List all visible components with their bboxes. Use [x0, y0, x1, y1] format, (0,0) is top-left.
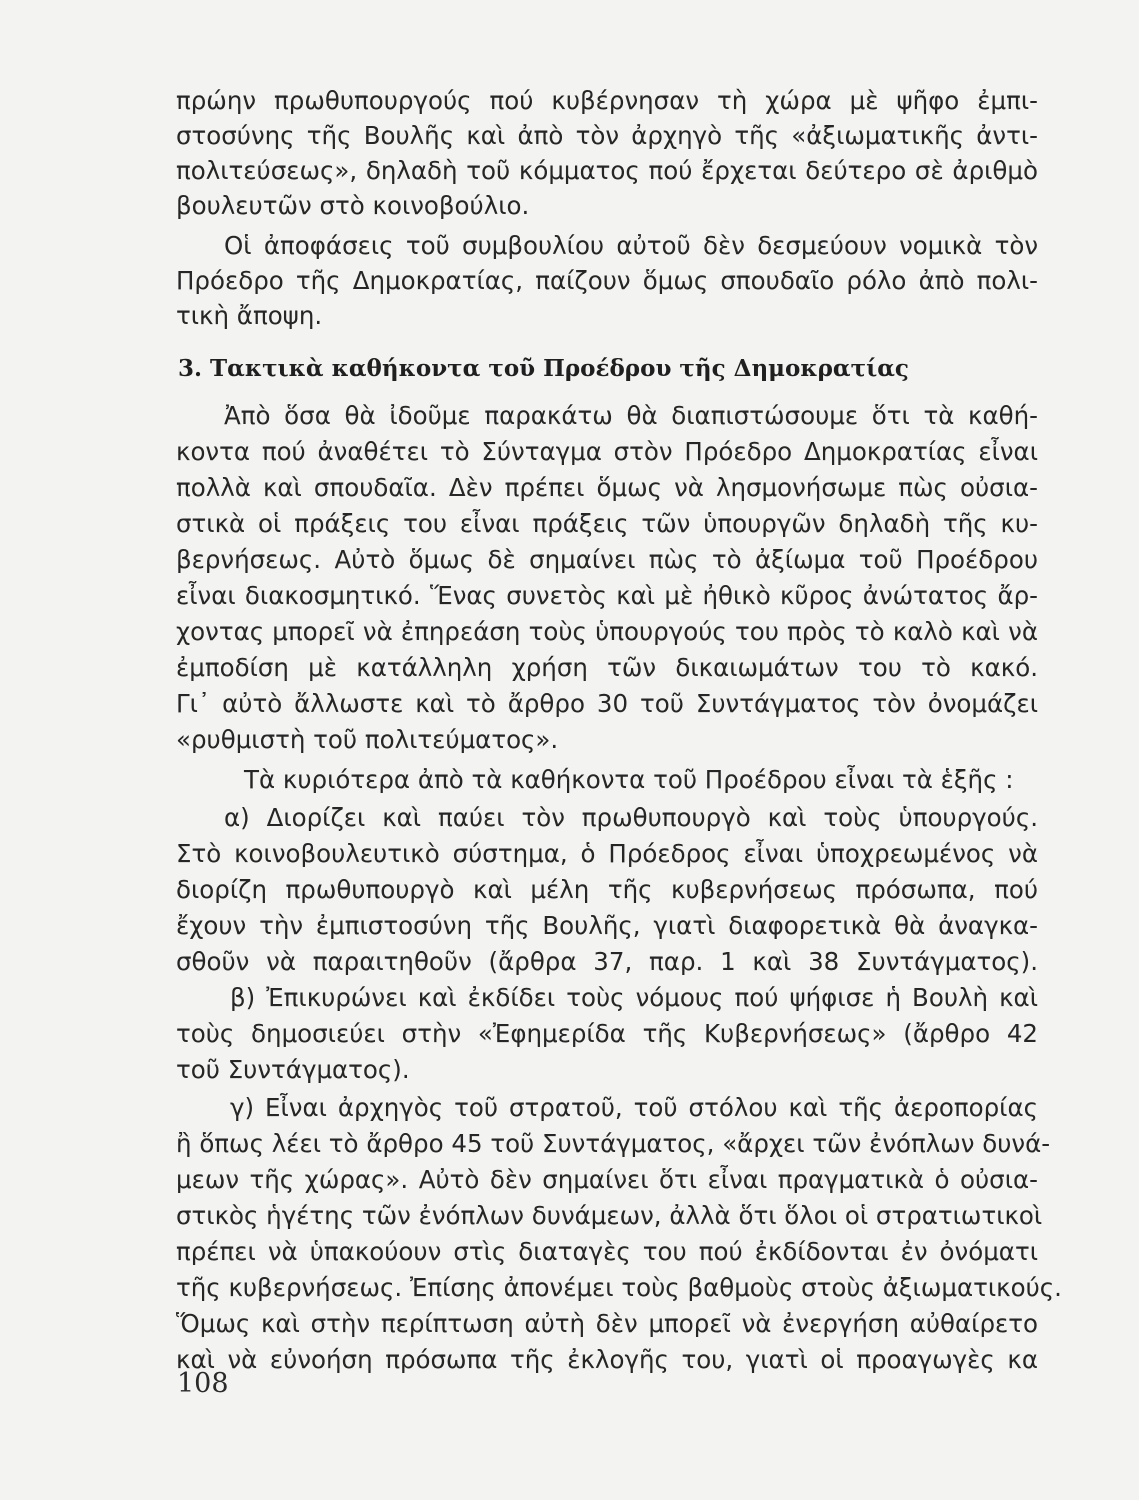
- text-line: διορίζη πρωθυπουργὸ καὶ μέλη τῆς κυβερνήσεως πρόσωπα, πού: [176, 875, 1038, 904]
- text-line: Τὰ κυριότερα ἀπὸ τὰ καθήκοντα τοῦ Προέδρου εἶναι τὰ ἑξῆς :: [244, 765, 1014, 794]
- text-line: ἐμποδίση μὲ κατάλληλη χρήση τῶν δικαιωμάτων του τὸ κακό.: [176, 653, 1038, 682]
- text-line: τῆς κυβερνήσεως. Ἐπίσης ἀπονέμει τοὺς βαθμοὺς στοὺς ἀξιωματικούς.: [176, 1273, 1062, 1302]
- text-line: βουλευτῶν στὸ κοινοβούλιο.: [176, 191, 530, 220]
- text-line: βερνήσεως. Αὐτὸ ὅμως δὲ σημαίνει πὼς τὸ ἀξίωμα τοῦ Προέδρου: [176, 545, 1038, 574]
- text-line: Στὸ κοινοβουλευτικὸ σύστημα, ὁ Πρόεδρος εἶναι ὑποχρεωμένος νὰ: [176, 839, 1038, 868]
- text-line: Πρόεδρο τῆς Δημοκρατίας, παίζουν ὅμως σπουδαῖο ρόλο ἀπὸ πολι-: [176, 266, 1038, 295]
- text-line: α) Διορίζει καὶ παύει τὸν πρωθυπουργὸ καὶ τοὺς ὑπουργούς.: [224, 803, 1038, 832]
- text-line: στικὰ οἱ πράξεις του εἶναι πράξεις τῶν ὑπουργῶν δηλαδὴ τῆς κυ-: [176, 509, 1038, 538]
- text-line: γ) Εἶναι ἀρχηγὸς τοῦ στρατοῦ, τοῦ στόλου καὶ τῆς ἀεροπορίας: [230, 1093, 1038, 1122]
- page-number: 108: [177, 1368, 229, 1399]
- text-line: στοσύνης τῆς Βουλῆς καὶ ἀπὸ τὸν ἀρχηγὸ τῆς «ἀξιωματικῆς ἀντι-: [176, 121, 1038, 150]
- text-line: Ἀπὸ ὅσα θὰ ἰδοῦμε παρακάτω θὰ διαπιστώσουμε ὅτι τὰ καθή-: [224, 401, 1038, 430]
- text-line: κοντα πού ἀναθέτει τὸ Σύνταγμα στὸν Πρόεδρο Δημοκρατίας εἶναι: [176, 437, 1038, 466]
- section-heading: 3. Τακτικὰ καθήκοντα τοῦ Προέδρου τῆς Δημοκρατίας: [178, 355, 909, 382]
- text-line: εἶναι διακοσμητικό. Ἕνας συνετὸς καὶ μὲ ἠθικὸ κῦρος ἀνώτατος ἄρ-: [176, 581, 1038, 610]
- text-line: καὶ νὰ εὐνοήση πρόσωπα τῆς ἐκλογῆς του, γιατὶ οἱ προαγωγὲς κα: [176, 1345, 1038, 1374]
- text-line: μεων τῆς χώρας». Αὐτὸ δὲν σημαίνει ὅτι εἶναι πραγματικὰ ὁ οὐσια-: [176, 1165, 1038, 1194]
- text-line: χοντας μπορεῖ νὰ ἐπηρεάση τοὺς ὑπουργούς του πρὸς τὸ καλὸ καὶ νὰ: [176, 617, 1038, 646]
- text-line: Ὅμως καὶ στὴν περίπτωση αὐτὴ δὲν μπορεῖ νὰ ἐνεργήση αὐθαίρετο: [176, 1309, 1038, 1338]
- text-line: Γι᾽ αὐτὸ ἄλλωστε καὶ τὸ ἄρθρο 30 τοῦ Συντάγματος τὸν ὀνομάζει: [176, 689, 1038, 718]
- text-line: πολιτεύσεως», δηλαδὴ τοῦ κόμματος πού ἔρχεται δεύτερο σὲ ἀριθμὸ: [176, 156, 1038, 185]
- text-line: τικὴ ἄποψη.: [176, 301, 323, 330]
- text-line: τοὺς δημοσιεύει στὴν «Ἐφημερίδα τῆς Κυβερνήσεως» (ἄρθρο 42: [176, 1019, 1038, 1048]
- text-line: ἔχουν τὴν ἐμπιστοσύνη τῆς Βουλῆς, γιατὶ διαφορετικὰ θὰ ἀναγκα-: [176, 911, 1038, 940]
- text-line: Οἱ ἀποφάσεις τοῦ συμβουλίου αὐτοῦ δὲν δεσμεύουν νομικὰ τὸν: [224, 231, 1038, 260]
- text-line: ἢ ὅπως λέει τὸ ἄρθρο 45 τοῦ Συντάγματος, «ἄρχει τῶν ἐνόπλων δυνά-: [176, 1129, 1051, 1158]
- text-line: πρώην πρωθυπουργούς πού κυβέρνησαν τὴ χώρα μὲ ψῆφο ἐμπι-: [176, 86, 1038, 115]
- text-line: τοῦ Συντάγματος).: [176, 1055, 410, 1084]
- text-line: σθοῦν νὰ παραιτηθοῦν (ἄρθρα 37, παρ. 1 καὶ 38 Συντάγματος).: [176, 947, 1038, 976]
- text-line: στικὸς ἡγέτης τῶν ἐνόπλων δυνάμεων, ἀλλὰ ὅτι ὅλοι οἱ στρατιωτικοὶ: [176, 1201, 1043, 1230]
- text-line: πολλὰ καὶ σπουδαῖα. Δὲν πρέπει ὅμως νὰ λησμονήσωμε πὼς οὐσια-: [176, 473, 1038, 502]
- text-line: πρέπει νὰ ὑπακούουν στὶς διαταγὲς του πού ἐκδίδονται ἐν ὀνόματι: [176, 1237, 1038, 1266]
- text-line: β) Ἐπικυρώνει καὶ ἐκδίδει τοὺς νόμους πού ψήφισε ἡ Βουλὴ καὶ: [230, 983, 1038, 1012]
- text-line: «ρυθμιστὴ τοῦ πολιτεύματος».: [176, 725, 559, 754]
